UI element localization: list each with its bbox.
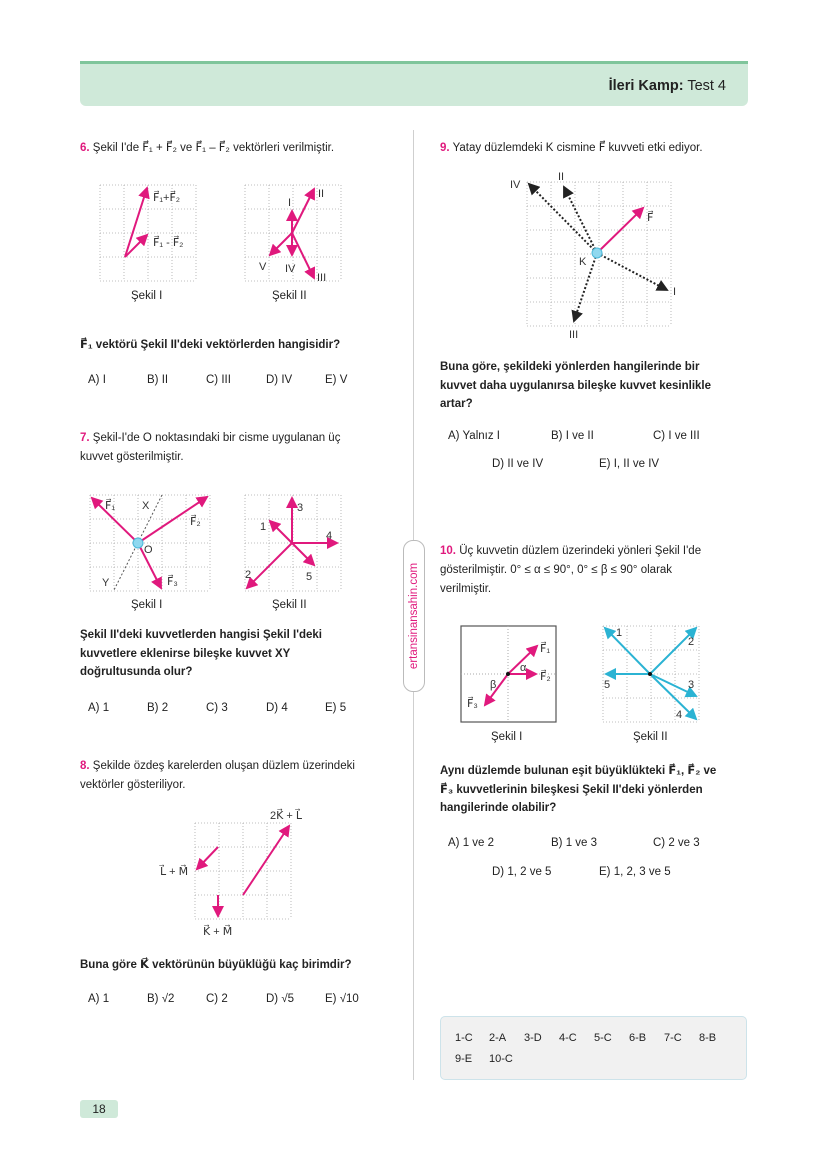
answer: 5-C xyxy=(594,1032,612,1044)
label-II: II xyxy=(558,171,565,183)
label-k-plus-m: K⃗ + M⃗ xyxy=(203,926,233,938)
q9-option-d[interactable]: D) II ve IV xyxy=(492,458,544,470)
label-f3: F⃗₃ xyxy=(167,576,178,588)
label-l-plus-m: L⃗ + M⃗ xyxy=(160,866,189,878)
label-V: V xyxy=(259,261,267,273)
label-alpha: α xyxy=(520,662,527,674)
q9-option-c[interactable]: C) I ve III xyxy=(653,430,700,442)
q10-stem-1: Üç kuvvetin düzlem üzerindeki yönleri Şekil I'de xyxy=(459,545,702,557)
label-IV: IV xyxy=(510,179,521,191)
q9-option-a[interactable]: A) Yalnız I xyxy=(448,430,500,442)
q8-option-c[interactable]: C) 2 xyxy=(206,993,228,1005)
label-y: Y xyxy=(102,577,110,589)
q6-caption-1: Şekil I xyxy=(131,290,163,302)
label-f1: F⃗₁ xyxy=(105,500,116,512)
q9-question-2: kuvvet daha uygulanırsa bileşke kuvvet kesinlikle xyxy=(440,379,712,392)
header-bold: İleri Kamp: xyxy=(608,78,684,94)
vector-f xyxy=(597,208,643,253)
q10-option-e[interactable]: E) 1, 2, 3 ve 5 xyxy=(599,866,671,878)
answer: 6-B xyxy=(629,1032,647,1044)
label-f1-minus-f2: F⃗₁ - F⃗₂ xyxy=(153,237,184,249)
label-o: O xyxy=(144,544,153,556)
q8-option-e[interactable]: E) √10 xyxy=(325,993,359,1005)
q9-option-e[interactable]: E) I, II ve IV xyxy=(599,458,660,470)
answer: 7-C xyxy=(664,1032,682,1044)
q7-stem-2: kuvvet gösterilmiştir. xyxy=(80,451,184,463)
label-III: III xyxy=(569,329,579,341)
label-f2: F⃗₂ xyxy=(190,516,201,528)
q7-caption-2: Şekil II xyxy=(272,599,307,611)
label-f1-plus-f2: F⃗₁+F⃗₂ xyxy=(153,192,181,204)
label-f2: F⃗₂ xyxy=(540,671,551,683)
label-2: 2 xyxy=(688,636,695,648)
q9-option-b[interactable]: B) I ve II xyxy=(551,430,594,442)
label-3: 3 xyxy=(688,679,695,691)
label-f3: F⃗₃ xyxy=(467,698,478,710)
q10-stem-3: verilmiştir. xyxy=(440,583,492,595)
q7-question-2: kuvvetlere eklenirse bileşke kuvvet XY xyxy=(80,647,291,660)
q7-option-e[interactable]: E) 5 xyxy=(325,702,347,714)
point-k xyxy=(592,248,602,258)
q10-option-a[interactable]: A) 1 ve 2 xyxy=(448,837,495,849)
label-III: III xyxy=(317,272,327,284)
q9-question-3: artar? xyxy=(440,398,473,410)
label-2k-plus-l: 2K⃗ + L⃗ xyxy=(270,810,302,822)
label-k: K xyxy=(579,256,587,268)
q6-figure-1 xyxy=(125,188,147,257)
point-o xyxy=(133,538,143,548)
q7-option-a[interactable]: A) 1 xyxy=(88,702,110,714)
q6-option-c[interactable]: C) III xyxy=(206,374,231,386)
q8-number: 8. xyxy=(80,760,90,772)
q10-option-d[interactable]: D) 1, 2 ve 5 xyxy=(492,866,552,878)
page-number: 18 xyxy=(80,1100,118,1118)
q10-number: 10. xyxy=(440,545,456,557)
q6-option-d[interactable]: D) IV xyxy=(266,374,293,386)
q10-option-b[interactable]: B) 1 ve 3 xyxy=(551,837,598,849)
q6-option-b[interactable]: B) II xyxy=(147,374,169,386)
q10-stem-2: gösterilmiştir. 0° ≤ α ≤ 90°, 0° ≤ β ≤ 90° olarak xyxy=(440,564,673,576)
label-IV: IV xyxy=(285,263,296,275)
q7-stem-1: Şekil-I'de O noktasındaki bir cisme uygulanan üç xyxy=(92,432,341,444)
q10-option-c[interactable]: C) 2 ve 3 xyxy=(653,837,700,849)
answer: 2-A xyxy=(489,1032,507,1044)
answer: 10-C xyxy=(489,1053,513,1065)
q8-question: Buna göre K⃗ vektörünün büyüklüğü kaç birimdir? xyxy=(80,959,352,971)
label-5: 5 xyxy=(306,571,313,583)
label-beta: β xyxy=(490,679,497,691)
label-4: 4 xyxy=(676,709,683,721)
q7-number: 7. xyxy=(80,432,90,444)
q8-stem-2: vektörler gösteriliyor. xyxy=(80,779,186,791)
q8-option-d[interactable]: D) √5 xyxy=(266,993,295,1005)
q6-caption-2: Şekil II xyxy=(272,290,307,302)
q10-question-1: Aynı düzlemde bulunan eşit büyüklükteki F⃗₁, F⃗₂ ve xyxy=(440,765,717,777)
header-test: Test 4 xyxy=(687,78,726,94)
q8-stem-1: Şekilde özdeş karelerden oluşan düzlem üzerindeki xyxy=(92,760,355,772)
q7-question-1: Şekil II'deki kuvvetlerden hangisi Şekil I'deki xyxy=(80,629,322,641)
q10-question-3: hangilerinde olabilir? xyxy=(440,802,557,814)
q7-option-b[interactable]: B) 2 xyxy=(147,702,169,714)
q9-stem: Yatay düzlemdeki K cismine F⃗ kuvveti etki ediyor. xyxy=(452,142,703,154)
label-3: 3 xyxy=(297,502,304,514)
q6-option-e[interactable]: E) V xyxy=(325,374,348,386)
q10-question-2: F⃗₃ kuvvetlerinin bileşkesi Şekil II'deki yönlerden xyxy=(440,783,703,796)
q6-question: F⃗₁ vektörü Şekil II'deki vektörlerden hangisidir? xyxy=(80,339,341,351)
answer: 3-D xyxy=(524,1032,542,1044)
label-1: 1 xyxy=(616,627,623,639)
q6-option-a[interactable]: A) I xyxy=(88,374,106,386)
label-f1: F⃗₁ xyxy=(540,643,551,655)
label-5: 5 xyxy=(604,679,611,691)
answer: 1-C xyxy=(455,1032,473,1044)
q10-caption-2: Şekil II xyxy=(633,731,668,743)
q8-option-b[interactable]: B) √2 xyxy=(147,993,175,1005)
q6-stem: Şekil I'de F⃗₁ + F⃗₂ ve F⃗₁ – F⃗₂ vektörleri verilmiştir. xyxy=(92,142,335,154)
label-I: I xyxy=(673,286,677,298)
label-f: F⃗ xyxy=(647,212,654,224)
q10-caption-1: Şekil I xyxy=(491,731,523,743)
q8-option-a[interactable]: A) 1 xyxy=(88,993,110,1005)
q6-number: 6. xyxy=(80,142,90,154)
q7-question-3: doğrultusunda olur? xyxy=(80,666,193,678)
label-II: II xyxy=(318,188,325,200)
q9-question-1: Buna göre, şekildeki yönlerden hangilerinde bir xyxy=(440,361,700,373)
q7-option-c[interactable]: C) 3 xyxy=(206,702,228,714)
q9-number: 9. xyxy=(440,142,450,154)
q10-figure-1 xyxy=(485,646,537,705)
label-1: 1 xyxy=(260,521,267,533)
answer: 4-C xyxy=(559,1032,577,1044)
answer: 9-E xyxy=(455,1053,473,1065)
q7-option-d[interactable]: D) 4 xyxy=(266,702,288,714)
label-4: 4 xyxy=(326,530,333,542)
answer: 8-B xyxy=(699,1032,717,1044)
q7-caption-1: Şekil I xyxy=(131,599,163,611)
watermark-text: ertansinansahin.com xyxy=(408,562,420,670)
label-2: 2 xyxy=(245,569,252,581)
label-x: X xyxy=(142,500,150,512)
label-I: I xyxy=(288,197,292,209)
